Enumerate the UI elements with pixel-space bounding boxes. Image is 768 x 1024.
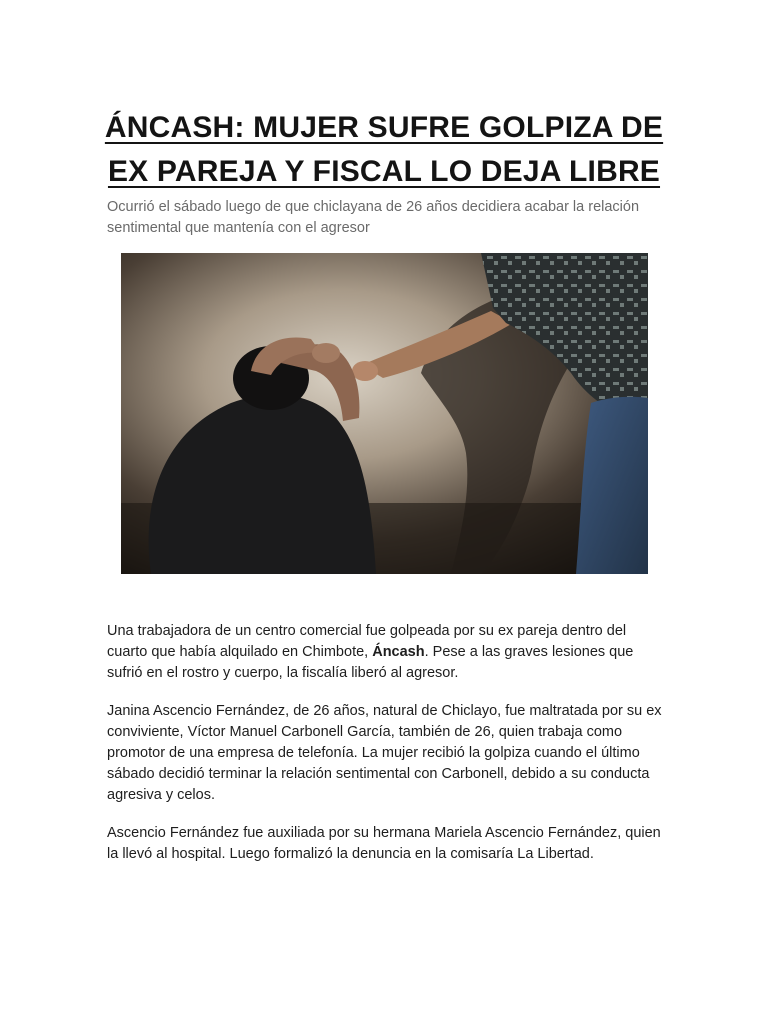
article-subtitle: Ocurrió el sábado luego de que chiclayana de 26 años decidiera acabar la relación sentimental que mantenía con el agresor bbox=[107, 199, 640, 236]
paragraph-1-text-end: . Pese a las graves lesiones que sufrió en el rostro y cuerpo, la fiscalía liberó al agresor. bbox=[107, 644, 634, 681]
photo-illustration-icon bbox=[121, 253, 648, 574]
article-paragraph-2: Janina Ascencio Fernández, de 26 años, natural de Chiclayo, fue maltratada por su ex conviviente, Víctor Manuel Carbonell García, también de 26, quien trabaja como promotor de una empresa de telefonía. La mujer recibió la golpiza cuando el último sábado decidió terminar la relación sentimental con Carbonell, debido a su conducta agresiva y celos. bbox=[107, 703, 662, 803]
paragraph-1-text-start: Una trabajadora de un centro comercial fue golpeada por su ex pareja dentro del cuarto que había alquilado en Chimbote, bbox=[107, 623, 627, 660]
article-paragraph-3: Ascencio Fernández fue auxiliada por su hermana Mariela Ascencio Fernández, quien la llevó al hospital. Luego formalizó la denuncia en la comisaría La Libertad. bbox=[107, 825, 661, 862]
ancash-link-text: Áncash bbox=[372, 644, 425, 660]
article-headline: ÁNCASH: MUJER SUFRE GOLPIZA DE EX PAREJA Y FISCAL LO DEJA LIBRE bbox=[104, 111, 664, 188]
article-photo bbox=[121, 253, 648, 574]
article-paragraph-1 bbox=[107, 621, 667, 684]
